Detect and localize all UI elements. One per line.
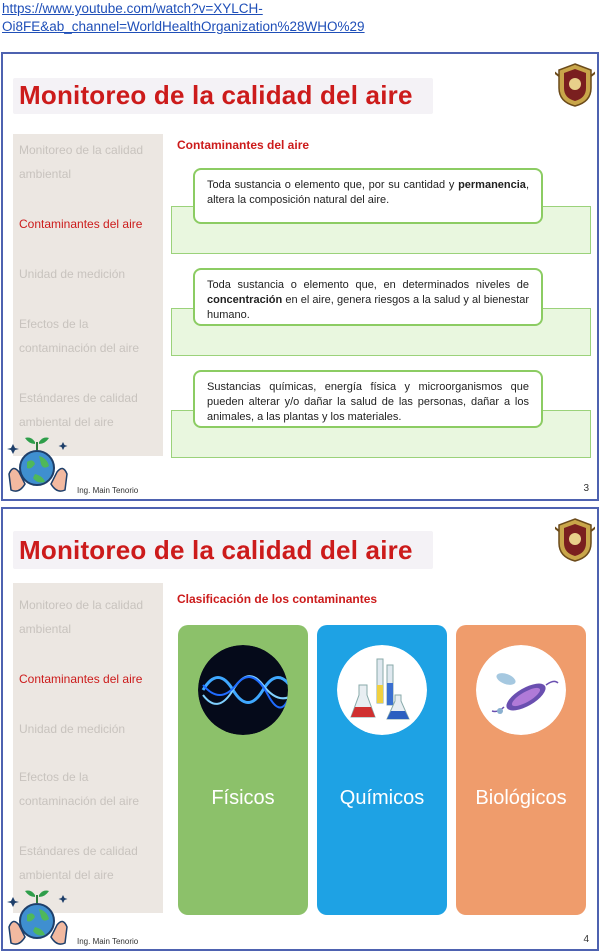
def2-text-a: Toda sustancia o elemento que, en determinados niveles de	[207, 279, 529, 291]
earth-hands-icon	[5, 887, 71, 951]
sidebar-item-monitoreo[interactable]: Monitoreo de la calidad	[19, 143, 144, 157]
footer-author: Ing. Main Tenorio	[77, 486, 139, 495]
definition-box-2	[193, 268, 543, 326]
sidebar-item-efectos-cont[interactable]: contaminación del aire	[19, 794, 140, 808]
sidebar-item-unidad[interactable]: Unidad de medición	[19, 722, 126, 736]
university-crest-icon	[555, 517, 595, 563]
sidebar-item-efectos[interactable]: Efectos de la	[19, 770, 89, 784]
def1-bold: permanencia	[458, 179, 526, 191]
slide-4	[1, 507, 599, 951]
source-link-line-1[interactable]: https://www.youtube.com/watch?v=XYLCH-	[2, 1, 263, 16]
sidebar-item-unidad[interactable]: Unidad de medición	[19, 267, 126, 281]
source-link-line-2[interactable]: Oi8FE&ab_channel=WorldHealthOrganization%28WHO%29	[2, 19, 365, 34]
sidebar-item-contaminantes[interactable]: Contaminantes del aire	[19, 672, 143, 686]
card-label-biologicos: Biológicos	[475, 787, 567, 809]
sidebar	[13, 134, 163, 456]
sidebar-item-estandares-cont[interactable]: ambiental del aire	[19, 868, 114, 882]
sidebar	[13, 583, 163, 913]
card-biologicos[interactable]	[456, 625, 586, 915]
bacteria-icon	[476, 645, 566, 735]
def1-text-b: , altera la composición natural del aire.	[207, 179, 529, 206]
sidebar-item-efectos-cont[interactable]: contaminación del aire	[19, 341, 140, 355]
sidebar-item-monitoreo-cont[interactable]: ambiental	[19, 622, 72, 636]
sidebar-item-efectos[interactable]: Efectos de la	[19, 317, 89, 331]
definition-box-3	[193, 370, 543, 428]
card-label-fisicos: Físicos	[211, 787, 275, 809]
light-waves-icon	[198, 645, 288, 735]
definition-box-1	[193, 168, 543, 224]
card-quimicos[interactable]	[317, 625, 447, 915]
sidebar-item-estandares[interactable]: Estándares de calidad	[19, 844, 138, 858]
flask-icon	[337, 645, 427, 735]
page-number: 4	[583, 934, 589, 945]
sidebar-item-monitoreo[interactable]: Monitoreo de la calidad	[19, 598, 144, 612]
sidebar-item-contaminantes[interactable]: Contaminantes del aire	[19, 217, 143, 231]
card-fisicos[interactable]	[178, 625, 308, 915]
sidebar-item-estandares[interactable]: Estándares de calidad	[19, 391, 138, 405]
slide-title: Monitoreo de la calidad del aire	[19, 80, 413, 110]
page-number: 3	[583, 483, 589, 494]
slide-title: Monitoreo de la calidad del aire	[19, 535, 413, 565]
def2-text-b: en el aire, genera riesgos a la salud y al bienestar humano.	[207, 294, 529, 321]
sidebar-item-estandares-cont[interactable]: ambiental del aire	[19, 415, 114, 429]
card-label-quimicos: Químicos	[339, 787, 425, 809]
sidebar-item-monitoreo-cont[interactable]: ambiental	[19, 167, 72, 181]
university-crest-icon	[555, 62, 595, 108]
def2-bold: concentración	[207, 294, 283, 306]
slide-3	[1, 52, 599, 501]
earth-hands-icon	[5, 434, 71, 498]
def1-text-a: Toda sustancia o elemento que, por su cantidad y	[207, 179, 459, 191]
footer-author: Ing. Main Tenorio	[77, 937, 139, 946]
def3-text: Sustancias químicas, energía física y microorganismos que pueden alterar y/o dañar la salud de las personas, dañar a los animales, a las plantas y los materiales.	[207, 381, 529, 423]
section-title: Clasificación de los contaminantes	[177, 592, 378, 606]
section-title: Contaminantes del aire	[177, 138, 310, 152]
